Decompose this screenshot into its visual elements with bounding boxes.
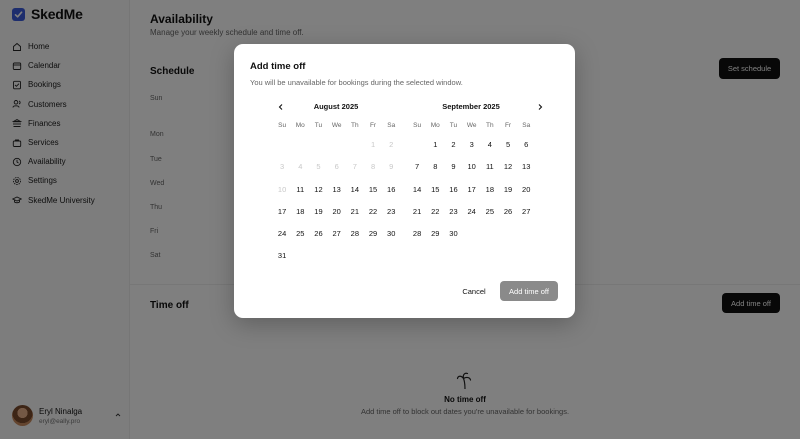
calendar-empty-cell bbox=[364, 245, 382, 267]
calendar-empty-cell bbox=[309, 134, 327, 156]
weekday-header: Su bbox=[278, 122, 287, 129]
calendar-day[interactable]: 19 bbox=[503, 184, 513, 194]
calendar-day[interactable]: 15 bbox=[368, 184, 378, 194]
calendar-day[interactable]: 20 bbox=[332, 206, 341, 216]
calendar-day[interactable]: 8 bbox=[433, 162, 438, 172]
calendar-day[interactable]: 20 bbox=[522, 184, 531, 194]
calendar-day: 10 bbox=[277, 184, 287, 194]
calendar-day[interactable]: 11 bbox=[296, 184, 305, 194]
weekday-header: Tu bbox=[449, 122, 458, 129]
calendar-day[interactable]: 23 bbox=[449, 206, 458, 216]
calendar-day[interactable]: 29 bbox=[431, 229, 440, 239]
calendar-empty-cell bbox=[328, 134, 346, 156]
calendar-day[interactable]: 4 bbox=[487, 140, 492, 149]
calendar-day: 7 bbox=[352, 162, 357, 172]
calendar-day[interactable]: 26 bbox=[503, 206, 513, 216]
weekday-header: Th bbox=[351, 122, 359, 129]
calendar-day[interactable]: 25 bbox=[296, 229, 305, 239]
calendar-day[interactable]: 14 bbox=[412, 184, 422, 194]
calendar-empty-cell bbox=[328, 245, 346, 267]
calendar-day[interactable]: 17 bbox=[277, 206, 287, 216]
calendar-day[interactable]: 7 bbox=[415, 162, 420, 172]
calendar-day: 9 bbox=[389, 162, 394, 172]
calendar-day[interactable]: 16 bbox=[387, 184, 396, 194]
calendar-day: 3 bbox=[280, 162, 285, 172]
calendar-day[interactable]: 3 bbox=[469, 140, 474, 149]
calendar-day[interactable]: 26 bbox=[314, 229, 323, 239]
calendar-day: 6 bbox=[334, 162, 339, 172]
calendar-empty-cell bbox=[309, 245, 327, 267]
calendar-day[interactable]: 18 bbox=[485, 184, 495, 194]
calendar-day: 4 bbox=[298, 162, 303, 172]
calendar-day[interactable]: 30 bbox=[449, 229, 458, 239]
weekday-header: Sa bbox=[522, 122, 531, 129]
calendar-august bbox=[273, 99, 399, 268]
calendar-day[interactable]: 16 bbox=[449, 184, 458, 194]
weekday-header: Su bbox=[413, 122, 422, 129]
calendar-day[interactable]: 24 bbox=[277, 229, 287, 239]
calendar-day[interactable]: 5 bbox=[505, 140, 511, 149]
calendar-day[interactable]: 28 bbox=[412, 229, 422, 239]
modal-title: Add time off bbox=[250, 61, 306, 72]
weekday-header: We bbox=[466, 122, 477, 129]
calendar-september bbox=[408, 99, 534, 245]
next-month-button[interactable] bbox=[533, 100, 547, 114]
calendar-day[interactable]: 29 bbox=[368, 229, 378, 239]
weekday-header: Tu bbox=[314, 122, 323, 129]
calendar-day[interactable]: 12 bbox=[503, 162, 513, 172]
weekday-header: Fr bbox=[504, 122, 512, 129]
weekday-header: Mo bbox=[430, 122, 440, 129]
calendar-day[interactable]: 30 bbox=[387, 229, 396, 239]
calendar-day[interactable]: 18 bbox=[296, 206, 305, 216]
calendar-month-label: September 2025 bbox=[442, 102, 500, 111]
calendar-empty-cell bbox=[463, 223, 481, 245]
calendar-empty-cell bbox=[291, 134, 309, 156]
calendar-day[interactable]: 19 bbox=[314, 206, 323, 216]
calendar-day[interactable]: 13 bbox=[522, 162, 531, 172]
calendar-day[interactable]: 21 bbox=[350, 206, 360, 216]
calendar-day[interactable]: 24 bbox=[467, 206, 476, 216]
calendar-day[interactable]: 9 bbox=[451, 162, 456, 172]
calendar-month-label: August 2025 bbox=[313, 102, 359, 111]
calendar-day[interactable]: 14 bbox=[350, 184, 360, 194]
weekday-header: Th bbox=[486, 122, 494, 129]
calendar-day[interactable]: 1 bbox=[433, 140, 438, 149]
calendar-day[interactable]: 28 bbox=[350, 229, 360, 239]
weekday-header: Sa bbox=[387, 122, 396, 129]
calendar-empty-cell bbox=[346, 245, 364, 267]
calendar-header bbox=[408, 99, 534, 115]
calendar-day[interactable]: 6 bbox=[524, 140, 529, 149]
weekday-header: Fr bbox=[369, 122, 377, 129]
calendar-empty-cell bbox=[291, 245, 309, 267]
calendar-day[interactable]: 21 bbox=[412, 206, 422, 216]
calendar-day[interactable]: 11 bbox=[485, 162, 494, 172]
add-time-off-modal bbox=[234, 44, 575, 318]
calendar-day[interactable]: 23 bbox=[387, 206, 396, 216]
chevron-right-icon bbox=[536, 103, 544, 111]
calendar-empty-cell bbox=[273, 134, 291, 156]
calendar-day[interactable]: 22 bbox=[368, 206, 378, 216]
calendar-day: 8 bbox=[370, 162, 376, 172]
modal-description: You will be unavailable for bookings during the selected window. bbox=[250, 78, 463, 87]
calendar-day[interactable]: 25 bbox=[485, 206, 495, 216]
calendar-day[interactable]: 10 bbox=[467, 162, 476, 172]
calendar-day: 2 bbox=[389, 140, 394, 149]
weekday-header: We bbox=[331, 122, 342, 129]
calendar-header bbox=[273, 99, 399, 115]
calendar-day[interactable]: 12 bbox=[314, 184, 323, 194]
calendar-day[interactable]: 13 bbox=[332, 184, 341, 194]
weekday-header: Mo bbox=[295, 122, 305, 129]
calendar-day[interactable]: 17 bbox=[467, 184, 476, 194]
calendar-grid bbox=[273, 118, 399, 268]
calendar-day[interactable]: 22 bbox=[431, 206, 440, 216]
calendar-grid bbox=[408, 118, 534, 245]
calendar-empty-cell bbox=[346, 134, 364, 156]
calendar-day: 1 bbox=[370, 140, 376, 149]
calendar-empty-cell bbox=[481, 223, 499, 245]
cancel-button[interactable]: Cancel bbox=[462, 286, 486, 296]
calendar-day[interactable]: 31 bbox=[277, 251, 287, 261]
calendar-day[interactable]: 15 bbox=[431, 184, 440, 194]
calendar-day: 5 bbox=[316, 162, 321, 172]
calendar-day[interactable]: 27 bbox=[522, 206, 531, 216]
calendar-day[interactable]: 27 bbox=[332, 229, 341, 239]
calendar-empty-cell bbox=[382, 245, 400, 267]
calendar-empty-cell bbox=[499, 223, 517, 245]
submit-add-time-off-button: Add time off bbox=[500, 281, 558, 301]
calendar-empty-cell bbox=[408, 134, 426, 156]
calendar-empty-cell bbox=[517, 223, 535, 245]
calendar-day[interactable]: 2 bbox=[451, 140, 456, 149]
